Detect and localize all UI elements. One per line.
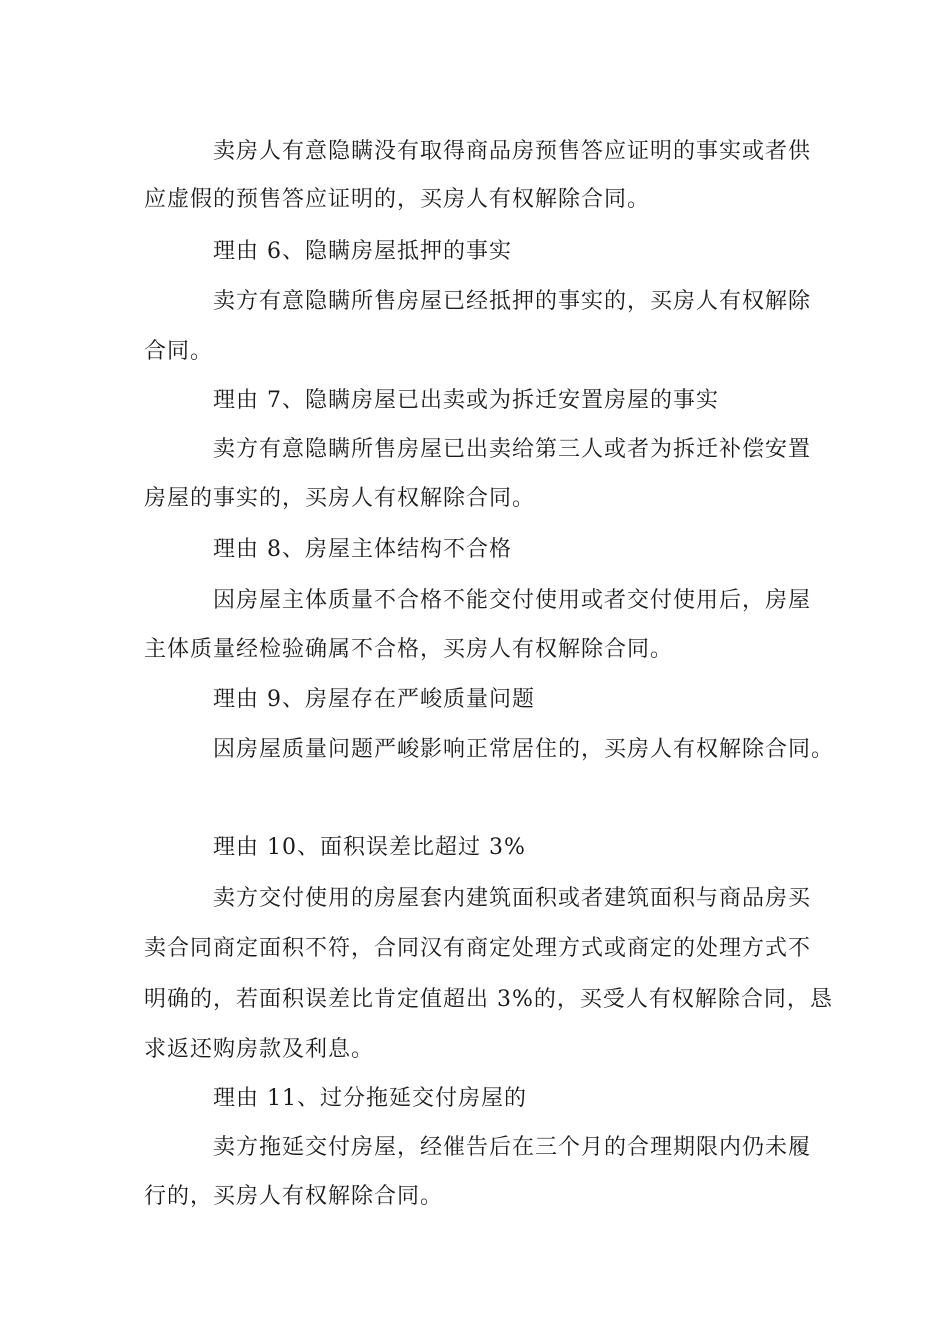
paragraph-line: 卖方有意隐瞒所售房屋已经抵押的事实的，买房人有权解除 — [213, 289, 812, 314]
paragraph-line: 行的，买房人有权解除合同。 — [144, 1184, 444, 1209]
paragraph-line: 明确的，若面积误差比肯定值超出 3%的，买受人有权解除合同，恳 — [144, 987, 833, 1012]
section-heading: 理由 9、房屋存在严峻质量问题 — [213, 687, 535, 712]
paragraph-line: 应虚假的预售答应证明的，买房人有权解除合同。 — [144, 187, 651, 212]
paragraph-line: 卖方交付使用的房屋套内建筑面积或者建筑面积与商品房买 — [213, 886, 812, 911]
paragraph-line: 因房屋质量问题严峻影响正常居住的，买房人有权解除合同。 — [213, 737, 835, 762]
paragraph-line: 卖方拖延交付房屋，经催告后在三个月的合理期限内仍未履 — [213, 1135, 812, 1160]
paragraph-line: 合同。 — [144, 339, 214, 364]
section-heading: 理由 7、隐瞒房屋已出卖或为拆迁安置房屋的事实 — [213, 388, 719, 413]
paragraph-line: 因房屋主体质量不合格不能交付使用或者交付使用后，房屋 — [213, 588, 812, 613]
paragraph-line: 房屋的事实的，买房人有权解除合同。 — [144, 486, 536, 511]
section-heading: 理由 8、房屋主体结构不合格 — [213, 537, 512, 562]
section-heading: 理由 11、过分拖延交付房屋的 — [213, 1086, 527, 1111]
paragraph-line: 卖房人有意隐瞒没有取得商品房预售答应证明的事实或者供 — [213, 139, 812, 164]
section-heading: 理由 6、隐瞒房屋抵押的事实 — [213, 239, 512, 264]
paragraph-line: 求返还购房款及利息。 — [144, 1037, 375, 1062]
paragraph-line: 卖合同商定面积不符，合同汉有商定处理方式或商定的处理方式不 — [144, 936, 812, 961]
paragraph-line: 主体质量经检验确属不合格，买房人有权解除合同。 — [144, 637, 674, 662]
section-heading: 理由 10、面积误差比超过 3% — [213, 835, 526, 860]
paragraph-line: 卖方有意隐瞒所售房屋已出卖给第三人或者为拆迁补偿安置 — [213, 437, 812, 462]
